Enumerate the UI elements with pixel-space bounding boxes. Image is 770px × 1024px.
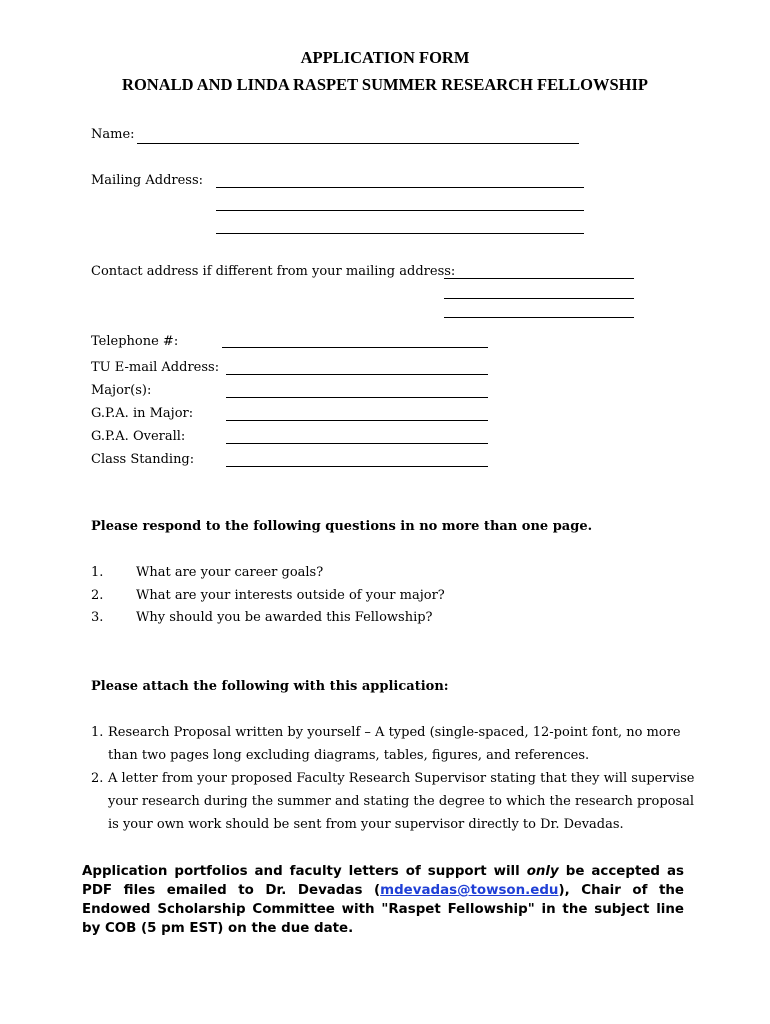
contact-address-line-1[interactable] (444, 278, 634, 279)
question-text: What are your career goals? (136, 565, 324, 580)
attachment-text-line: than two pages long excluding diagrams, tables, figures, and references. (108, 748, 590, 763)
submission-note (82, 862, 684, 938)
form-title: APPLICATION FORM (300, 48, 470, 67)
class-standing-label: Class Standing: (91, 452, 195, 467)
mailing-address-line-2[interactable] (216, 210, 584, 211)
mailing-address-line-3[interactable] (216, 233, 584, 234)
gpa-overall-label: G.P.A. Overall: (91, 429, 186, 444)
note-text: be accepted as PDF files emailed to Dr. Devadas ( (82, 864, 684, 898)
questions-heading: Please respond to the following questions in no more than one page. (91, 519, 593, 534)
attachments-heading: Please attach the following with this application: (91, 679, 449, 694)
telephone-field-line[interactable] (222, 347, 488, 348)
mailing-address-line-1[interactable] (216, 187, 584, 188)
contact-address-line-3[interactable] (444, 317, 634, 318)
attachment-text-line: Research Proposal written by yourself – A typed (single-spaced, 12-point font, no more (108, 725, 681, 740)
tu-email-field-line[interactable] (226, 374, 488, 375)
attachment-number: 2. (91, 771, 104, 786)
tu-email-label: TU E-mail Address: (91, 360, 220, 375)
note-emphasis: only (526, 864, 559, 879)
name-label: Name: (91, 127, 135, 142)
attachment-number: 1. (91, 725, 104, 740)
gpa-major-label: G.P.A. in Major: (91, 406, 194, 421)
telephone-label: Telephone #: (91, 334, 179, 349)
gpa-major-field-line[interactable] (226, 420, 488, 421)
gpa-overall-field-line[interactable] (226, 443, 488, 444)
question-text: What are your interests outside of your major? (136, 588, 445, 603)
question-number: 1. (91, 565, 104, 580)
question-number: 3. (91, 610, 104, 625)
majors-field-line[interactable] (226, 397, 488, 398)
mailing-address-label: Mailing Address: (91, 173, 204, 188)
note-text: Application portfolios and faculty letters of support will (82, 864, 527, 879)
attachment-text-line: your research during the summer and stating the degree to which the research proposal (108, 794, 695, 809)
majors-label: Major(s): (91, 383, 152, 398)
contact-address-line-2[interactable] (444, 298, 634, 299)
attachment-text-line: is your own work should be sent from your supervisor directly to Dr. Devadas. (108, 817, 624, 832)
email-link[interactable]: mdevadas@towson.edu (380, 883, 559, 898)
class-standing-field-line[interactable] (226, 466, 488, 467)
form-subtitle: RONALD AND LINDA RASPET SUMMER RESEARCH FELLOWSHIP (122, 75, 648, 94)
note-text: ), Chair of the Endowed Scholarship Committee with "Raspet Fellowship" in the subject line by COB (5 pm EST) on the due date. (82, 883, 685, 936)
question-number: 2. (91, 588, 104, 603)
question-text: Why should you be awarded this Fellowship? (136, 610, 433, 625)
name-field-line[interactable] (137, 143, 579, 144)
contact-address-label: Contact address if different from your mailing address: (91, 264, 456, 279)
attachment-text-line: A letter from your proposed Faculty Research Supervisor stating that they will supervise (108, 771, 695, 786)
